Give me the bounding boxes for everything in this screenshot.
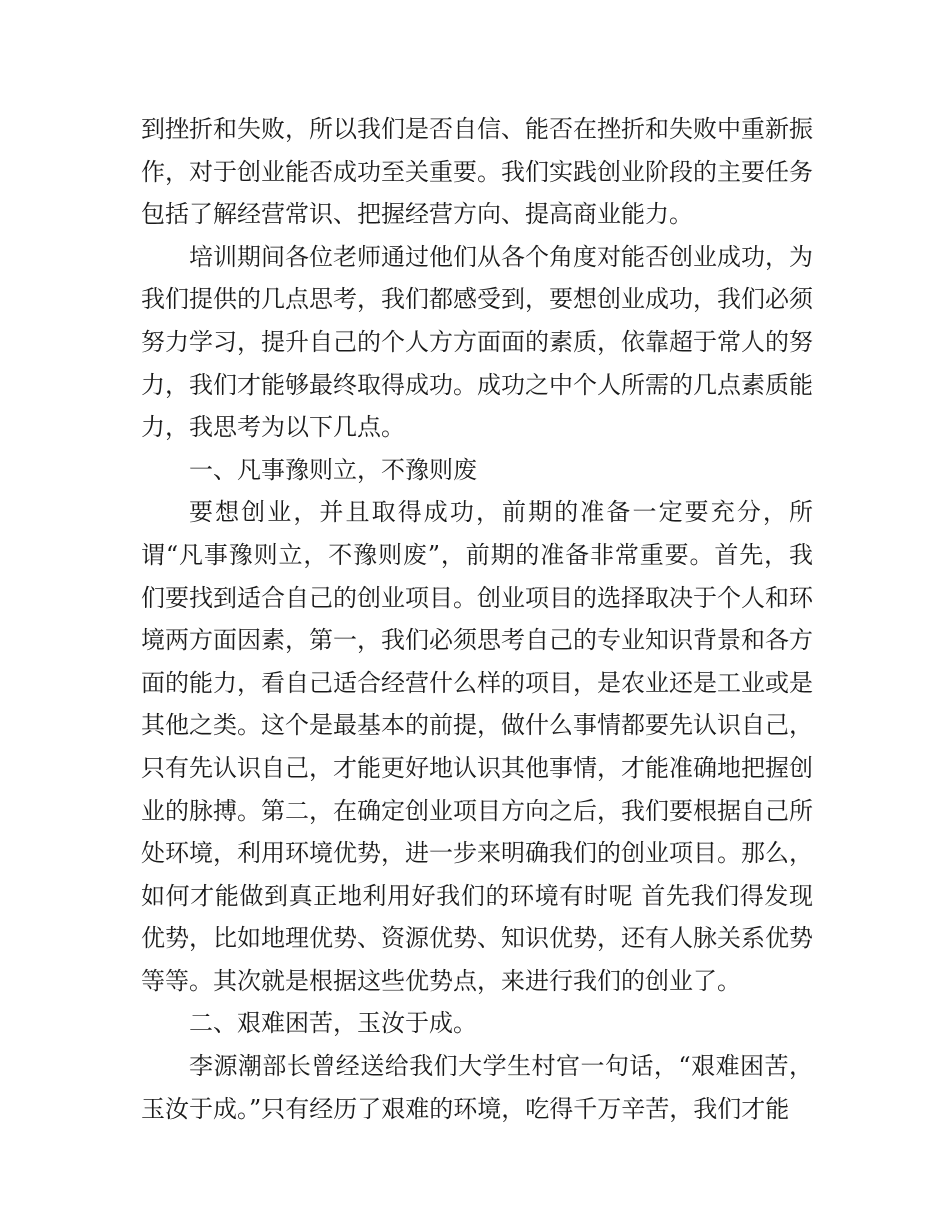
paragraph-hardship: 李源潮部长曾经送给我们大学生村官一句话，“艰难困苦，玉汝于成。”只有经历了艰难的环境，吃得千万辛苦，我们才能 <box>141 1052 813 1123</box>
paragraph-preparation: 要想创业，并且取得成功，前期的准备一定要充分，所谓“凡事豫则立，不豫则废”，前期的准备非常重要。首先，我们要找到适合自己的创业项目。创业项目的选择取决于个人和环境两方面因素，第一，我们必须思考自己的专业知识背景和各方面的能力，看自己适合经营什么样的项目，是农业还是工业或是其他之类。这个是最基本的前提，做什么事情都要先认识自己，只有先认识自己，才能更好地认识其他事情，才能准确地把握创业的脉搏。第二，在确定创业项目方向之后，我们要根据自己所处环境，利用环境优势，进一步来明确我们的创业项目。那么，如何才能做到真正地利用好我们的环境有时呢 首先我们得发现优势，比如地理优势、资源优势、知识优势，还有人脉关系优势等等。其次就是根据这些优势点，来进行我们的创业了。 <box>141 498 813 995</box>
section-heading-2: 二、艰难困苦，玉汝于成。 <box>189 1009 477 1038</box>
paragraph-continuation: 到挫折和失败，所以我们是否自信、能否在挫折和失败中重新振作，对于创业能否成功至关重要。我们实践创业阶段的主要任务包括了解经营常识、把握经营方向、提高商业能力。 <box>141 115 813 229</box>
document-body <box>141 108 813 1130</box>
section-heading-1: 一、凡事豫则立，不豫则废 <box>189 455 477 484</box>
paragraph-training-reflection: 培训期间各位老师通过他们从各个角度对能否创业成功，为我们提供的几点思考，我们都感受到，要想创业成功，我们必须努力学习，提升自己的个人方方面面的素质，依靠超于常人的努力，我们才能够最终取得成功。成功之中个人所需的几点素质能力，我思考为以下几点。 <box>141 242 813 442</box>
